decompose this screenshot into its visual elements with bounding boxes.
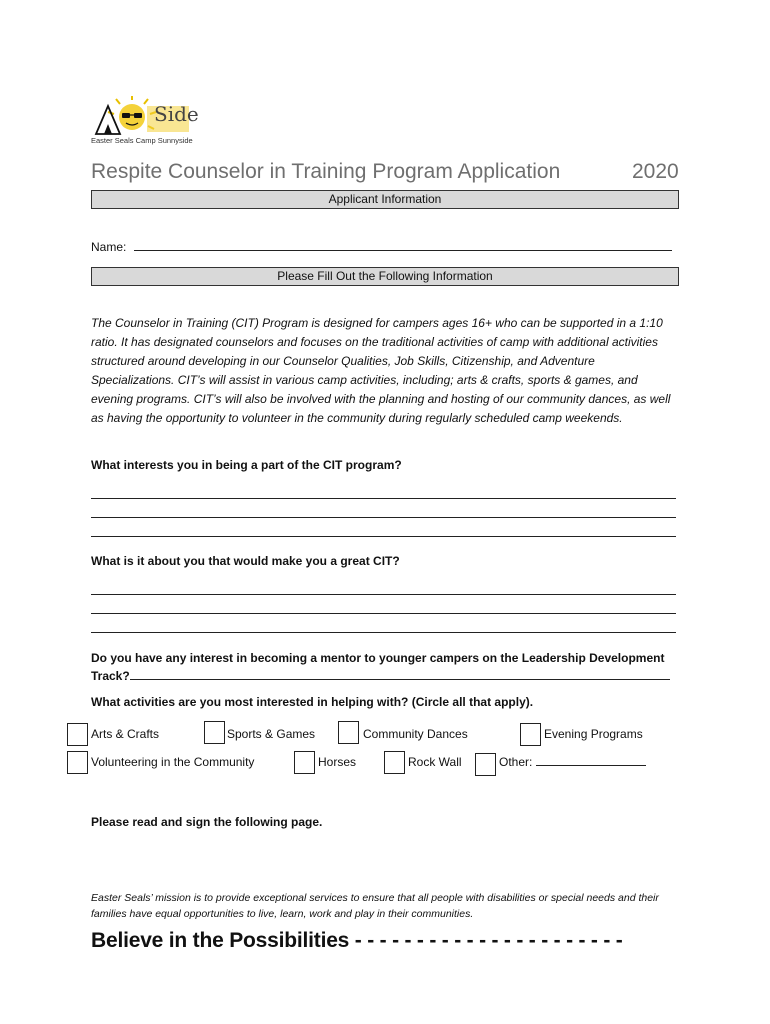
question-activities: What activities are you most interested in helping with? (Circle all that apply).: [91, 695, 534, 709]
answer-line[interactable]: [91, 517, 676, 518]
rock-wall-checkbox[interactable]: [384, 751, 405, 774]
answer-line[interactable]: [91, 498, 676, 499]
other-input-line[interactable]: [536, 755, 646, 766]
answer-line[interactable]: [91, 632, 676, 633]
name-field-row: [91, 240, 672, 254]
evening-programs-label: Evening Programs: [544, 727, 643, 741]
community-dances-checkbox[interactable]: [338, 721, 359, 744]
other-option: [499, 755, 646, 769]
section-header-fill-out: Please Fill Out the Following Information: [91, 267, 679, 286]
sign-instruction: Please read and sign the following page.: [91, 815, 323, 829]
question-great-cit: What is it about you that would make you a great CIT?: [91, 554, 400, 568]
question-mentor-interest: [91, 649, 681, 685]
other-label: Other:: [499, 755, 533, 769]
mission-statement: Easter Seals’ mission is to provide exceptional services to ensure that all people with disabilities or special needs and their families have equal opportunities to live, learn, work and play in their communities.: [91, 892, 659, 920]
question-mentor-text: Do you have any interest in becoming a mentor to younger campers on the Leadership Development Track?: [91, 651, 665, 683]
community-dances-label: Community Dances: [363, 727, 468, 741]
mentor-answer-line[interactable]: [130, 669, 670, 680]
logo-caption: Easter Seals Camp Sunnyside: [91, 136, 193, 145]
answer-line[interactable]: [91, 536, 676, 537]
answer-line[interactable]: [91, 594, 676, 595]
section-header-applicant-information: Applicant Information: [91, 190, 679, 209]
sports-games-checkbox[interactable]: [204, 721, 225, 744]
page-title: Respite Counselor in Training Program Application: [91, 160, 561, 183]
volunteering-checkbox[interactable]: [67, 751, 88, 774]
answer-line[interactable]: [91, 613, 676, 614]
horses-checkbox[interactable]: [294, 751, 315, 774]
rock-wall-label: Rock Wall: [408, 755, 462, 769]
program-description: The Counselor in Training (CIT) Program is designed for campers ages 16+ who can be supported in a 1:10 ratio. It has designated counselors and focuses on the traditional activities of camp with additional activities structured around developing in our Counselor Qualities, Job Skills, Citizenship, and Adventure Specializations. CIT’s will assist in various camp activities, including; arts & crafts, sports & games, and evening programs. CIT’s will also be involved with the planning and hosting of our community dances, as well as having the opportunity to volunteer in the community during regularly scheduled camp weekends.: [91, 316, 671, 425]
evening-programs-checkbox[interactable]: [520, 723, 541, 746]
question-interests: What interests you in being a part of the CIT program?: [91, 458, 402, 472]
tagline: Believe in the Possibilities - - - - - - - - - - - - - - - - - - - - - -: [91, 929, 623, 952]
name-label: Name:: [91, 240, 127, 254]
other-checkbox[interactable]: [475, 753, 496, 776]
name-input-line[interactable]: [134, 240, 672, 251]
horses-label: Horses: [318, 755, 357, 769]
volunteering-label: Volunteering in the Community: [91, 755, 255, 769]
sports-games-label: Sports & Games: [227, 727, 316, 741]
logo-wordmark: Side: [154, 102, 199, 126]
arts-crafts-checkbox[interactable]: [67, 723, 88, 746]
arts-crafts-label: Arts & Crafts: [91, 727, 160, 741]
application-year: 2020: [632, 160, 679, 183]
